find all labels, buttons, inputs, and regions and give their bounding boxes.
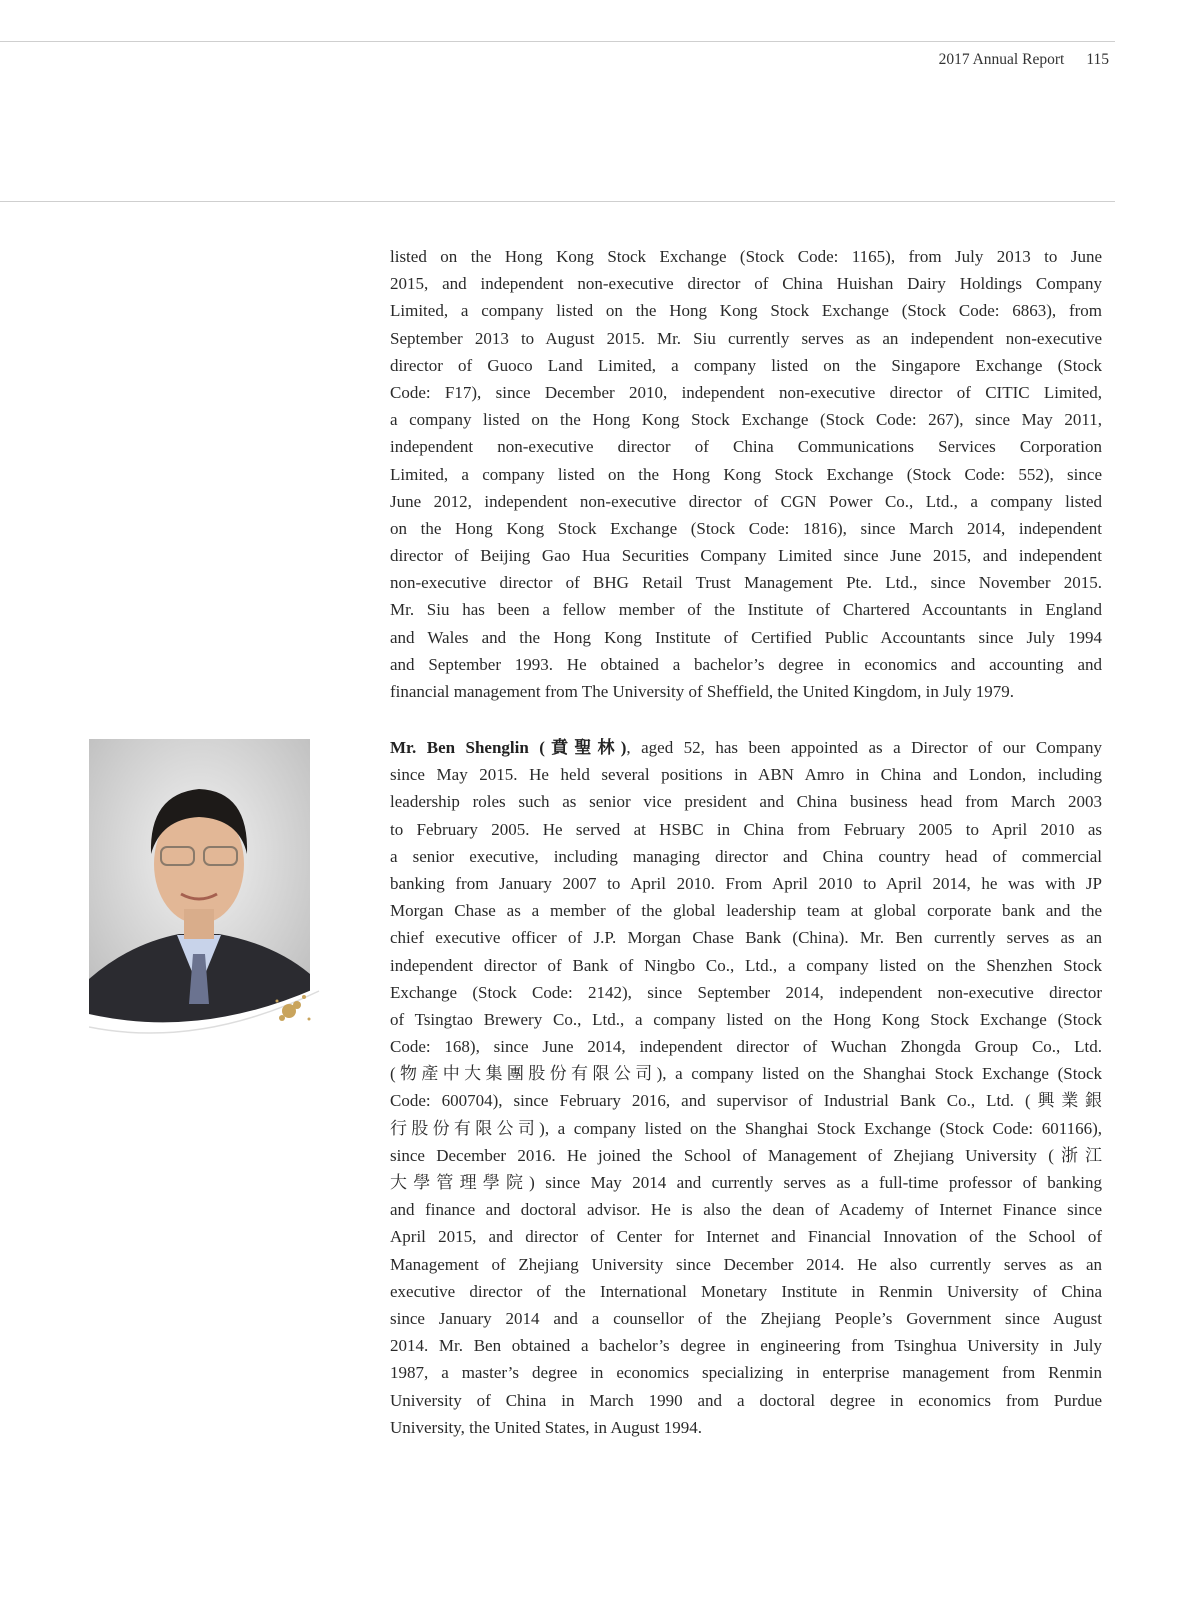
- text-line: financial management from The University of Sheffield, the United Kingdom, in July 1979.: [390, 682, 1014, 701]
- text-line: and September 1993. He obtained a bachelor’s degree in economics and accounting and: [390, 654, 1102, 674]
- text-line: 2014. Mr. Ben obtained a bachelor’s degree in engineering from Tsinghua University in July: [390, 1336, 1102, 1356]
- text-line: non-executive director of BHG Retail Trust Management Pte. Ltd., since November 2015.: [390, 573, 1102, 593]
- text-line: of Tsingtao Brewery Co., Ltd., a company listed on the Hong Kong Stock Exchange (Stock: [390, 1009, 1102, 1029]
- text-line: 行股份有限公司), a company listed on the Shanghai Stock Exchange (Stock Code: 601166),: [390, 1118, 1102, 1138]
- text-line: independent non-executive director of China Communications Services Corporation: [390, 437, 1102, 457]
- text-line: banking from January 2007 to April 2010. From April 2010 to April 2014, he was with JP: [390, 873, 1102, 893]
- text-line: Limited, a company listed on the Hong Kong Stock Exchange (Stock Code: 6863), from: [390, 301, 1102, 321]
- director-portrait-photo: [89, 739, 329, 1059]
- text-line: University of China in March 1990 and a doctoral degree in economics from Purdue: [390, 1390, 1102, 1410]
- text-line: Exchange (Stock Code: 2142), since September 2014, independent non-executive director: [390, 982, 1102, 1002]
- text-line: Limited, a company listed on the Hong Kong Stock Exchange (Stock Code: 552), since: [390, 464, 1102, 484]
- text-line: to February 2005. He served at HSBC in China from February 2005 to April 2010 as: [390, 819, 1102, 839]
- text-line: April 2015, and director of Center for Internet and Financial Innovation of the School of: [390, 1227, 1102, 1247]
- text-line: June 2012, independent non-executive director of CGN Power Co., Ltd., a company listed: [390, 491, 1102, 511]
- text-line: Code: 168), since June 2014, independent director of Wuchan Zhongda Group Co., Ltd.: [390, 1037, 1102, 1057]
- page-number: 115: [1086, 51, 1109, 68]
- text-line: and finance and doctoral advisor. He is also the dean of Academy of Internet Finance since: [390, 1200, 1102, 1220]
- text-line: 大學管理學院) since May 2014 and currently serves as a full-time professor of banking: [390, 1173, 1102, 1192]
- text-line: Morgan Chase as a member of the global leadership team at global corporate bank and the: [390, 901, 1102, 921]
- text-line: 1987, a master’s degree in economics specializing in enterprise management from Renmin: [390, 1363, 1102, 1383]
- text-line: director of Guoco Land Limited, a company listed on the Singapore Exchange (Stock: [390, 355, 1102, 375]
- text-line: on the Hong Kong Stock Exchange (Stock Code: 1816), since March 2014, independent: [390, 518, 1102, 538]
- text-line: (物產中大集團股份有限公司), a company listed on the Shanghai Stock Exchange (Stock: [390, 1064, 1102, 1084]
- text-line: independent director of Bank of Ningbo Co., Ltd., a company listed on the Shenzhen Stock: [390, 955, 1102, 975]
- text-line: September 2013 to August 2015. Mr. Siu currently serves as an independent non-executive: [390, 328, 1102, 348]
- director-name: Mr. Ben Shenglin (賁聖林): [390, 738, 627, 757]
- biography-paragraph-ben-shenglin: [390, 734, 1102, 1441]
- text-line: Mr. Ben Shenglin (賁聖林), aged 52, has been appointed as a Director of our Company: [390, 738, 1102, 757]
- text-line: Management of Zhejiang University since December 2014. He also currently serves as an: [390, 1254, 1102, 1274]
- biography-paragraph-siu: [390, 243, 1102, 705]
- text-line: leadership roles such as senior vice president and China business head from March 2003: [390, 792, 1102, 812]
- text-line: and Wales and the Hong Kong Institute of Certified Public Accountants since July 1994: [390, 627, 1102, 647]
- text-line: Mr. Siu has been a fellow member of the Institute of Chartered Accountants in England: [390, 600, 1102, 620]
- text-line: since December 2016. He joined the School of Management of Zhejiang University (浙江: [390, 1145, 1102, 1165]
- text-line: listed on the Hong Kong Stock Exchange (Stock Code: 1165), from July 2013 to June: [390, 247, 1102, 266]
- text-line: executive director of the International Monetary Institute in Renmin University of China: [390, 1281, 1102, 1301]
- text-line: chief executive officer of J.P. Morgan Chase Bank (China). Mr. Ben currently serves as an: [390, 928, 1102, 948]
- text-line: a senior executive, including managing director and China country head of commercial: [390, 846, 1102, 866]
- text-line: since May 2015. He held several positions in ABN Amro in China and London, including: [390, 765, 1102, 785]
- text-line: Code: F17), since December 2010, independent non-executive director of CITIC Limited,: [390, 382, 1102, 402]
- page-header: [939, 51, 1109, 69]
- header-rule-top: [0, 41, 1115, 42]
- text-line: 2015, and independent non-executive director of China Huishan Dairy Holdings Company: [390, 274, 1102, 294]
- header-rule-bottom: [0, 201, 1115, 202]
- text-line: a company listed on the Hong Kong Stock Exchange (Stock Code: 267), since May 2011,: [390, 410, 1102, 430]
- report-title: 2017 Annual Report: [938, 51, 1065, 68]
- text-line: director of Beijing Gao Hua Securities Company Limited since June 2015, and independent: [390, 546, 1102, 566]
- text-line: since January 2014 and a counsellor of the Zhejiang People’s Government since August: [390, 1308, 1102, 1328]
- text-line: University, the United States, in August 1994.: [390, 1417, 702, 1437]
- text-line: Code: 600704), since February 2016, and supervisor of Industrial Bank Co., Ltd. (興業銀: [390, 1091, 1102, 1111]
